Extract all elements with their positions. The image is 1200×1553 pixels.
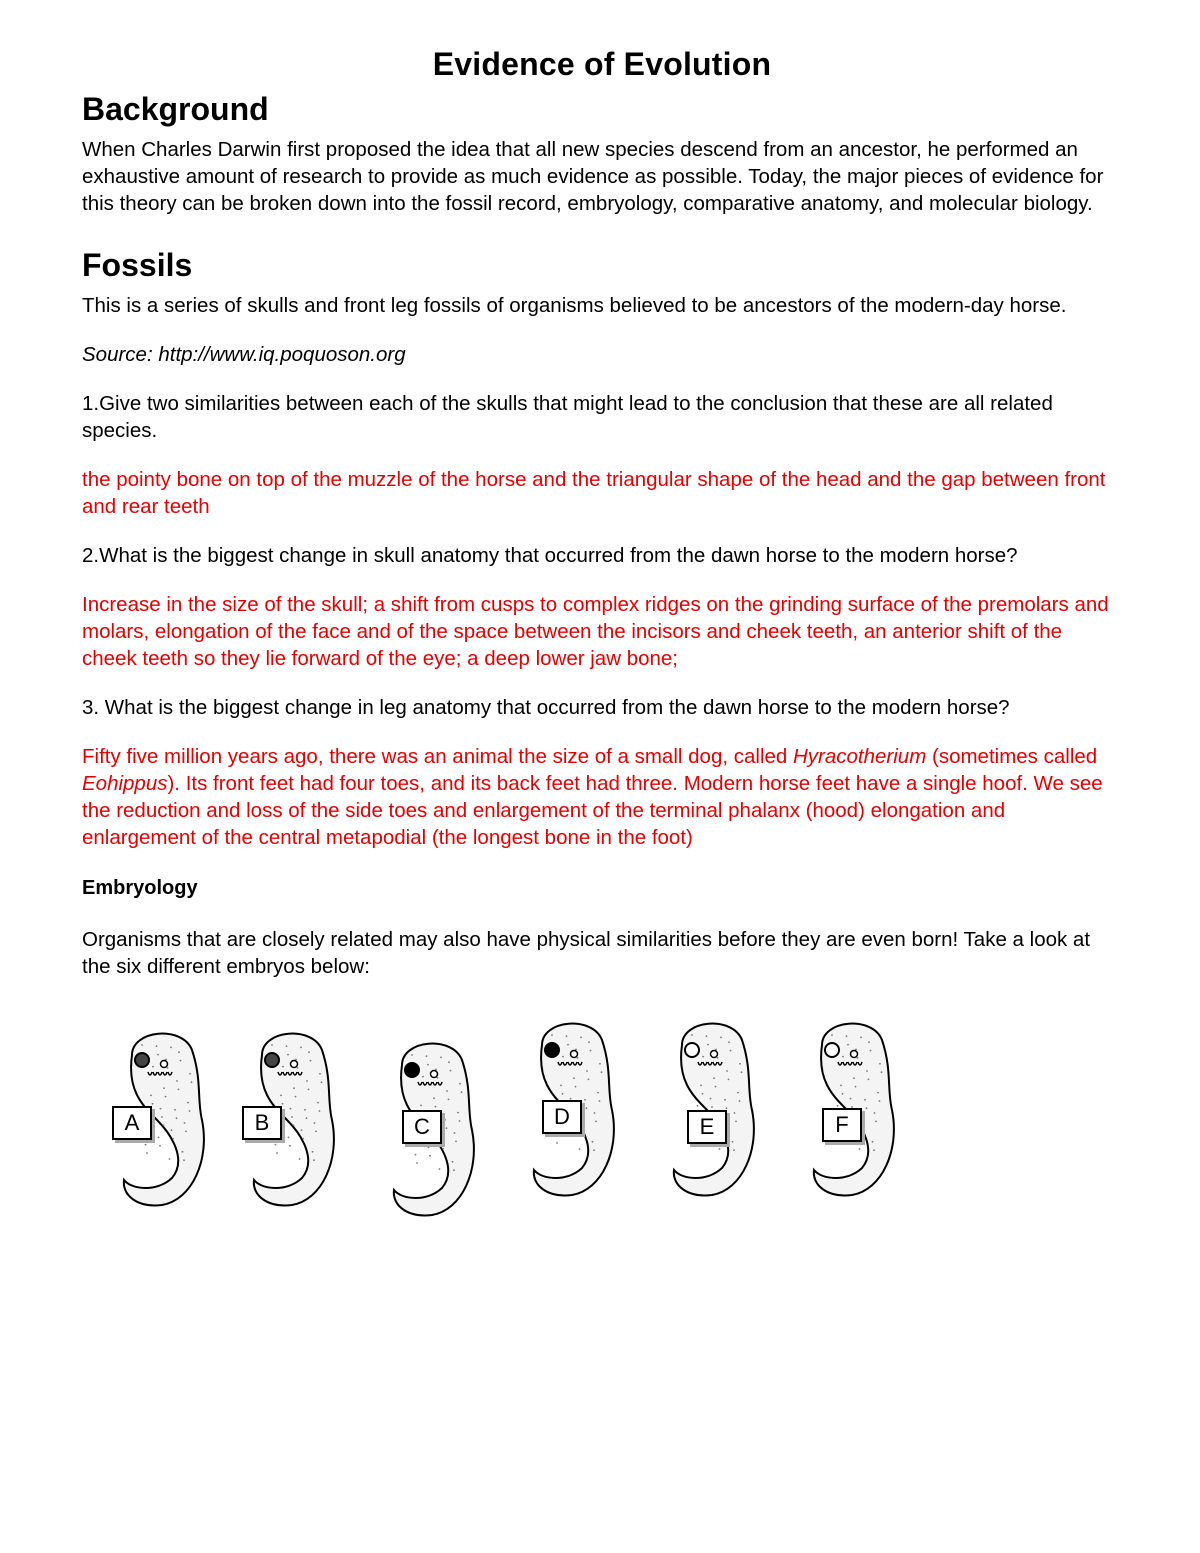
answer-1: the pointy bone on top of the muzzle of the horse and the triangular shape of the head and the gap between front and rear teeth xyxy=(82,468,1106,518)
embryo-label-e: E xyxy=(687,1110,727,1144)
question-1: 1.Give two similarities between each of the skulls that might lead to the conclusion that these are all related species. xyxy=(82,392,1053,442)
fossils-intro: This is a series of skulls and front leg fossils of organisms believed to be ancestors of the modern-day horse. xyxy=(82,294,1067,317)
answer-3-part3: ). Its front feet had four toes, and its back feet had three. Modern horse feet have a single hoof. We see the reduction and loss of the side toes and enlargement of the terminal phalanx (hood) elongation and enlargement of the central metapodial (the longest bone in the foot) xyxy=(82,772,1103,849)
embryo-label-a: A xyxy=(112,1106,152,1140)
embryo-label-c: C xyxy=(402,1110,442,1144)
answer-3-genus-eohippus: Eohippus xyxy=(82,772,168,795)
document-page xyxy=(82,40,1122,1210)
answer-3-part1: Fifty five million years ago, there was an animal the size of a small dog, called xyxy=(82,745,793,768)
background-text: When Charles Darwin first proposed the idea that all new species descend from an ancestor, he performed an exhaustive amount of research to provide as much evidence as possible. Today, the major pieces of evidence for this theory can be broken down into the fossil record, embryology, comparative anatomy, and molecular biology. xyxy=(82,138,1104,215)
answer-3-part2: (sometimes called xyxy=(926,745,1098,768)
question-3: 3. What is the biggest change in leg anatomy that occurred from the dawn horse to the modern horse? xyxy=(82,696,1010,719)
answer-2: Increase in the size of the skull; a shift from cusps to complex ridges on the grinding surface of the premolars and molars, elongation of the face and of the space between the incisors and cheek teeth, an anterior shift of the cheek teeth so they lie forward of the eye; a deep lower jaw bone; xyxy=(82,593,1109,670)
embryo-illustration xyxy=(82,1010,1122,1210)
embryo-label-f: F xyxy=(822,1108,862,1142)
embryology-heading: Embryology xyxy=(82,877,198,899)
question-2: 2.What is the biggest change in skull anatomy that occurred from the dawn horse to the modern horse? xyxy=(82,544,1018,567)
answer-3 xyxy=(82,743,1122,851)
background-heading: Background xyxy=(82,91,269,127)
answer-3-genus-hyracotherium: Hyracotherium xyxy=(793,745,927,768)
embryo-label-b: B xyxy=(242,1106,282,1140)
source-line: Source: http://www.iq.poquoson.org xyxy=(82,343,406,366)
embryo-label-d: D xyxy=(542,1100,582,1134)
fossils-heading: Fossils xyxy=(82,247,193,283)
embryology-text: Organisms that are closely related may also have physical similarities before they are even born! Take a look at the six different embryos below: xyxy=(82,928,1091,978)
embryo-e-drawing xyxy=(652,1010,772,1205)
document-title: Evidence of Evolution xyxy=(432,46,772,82)
